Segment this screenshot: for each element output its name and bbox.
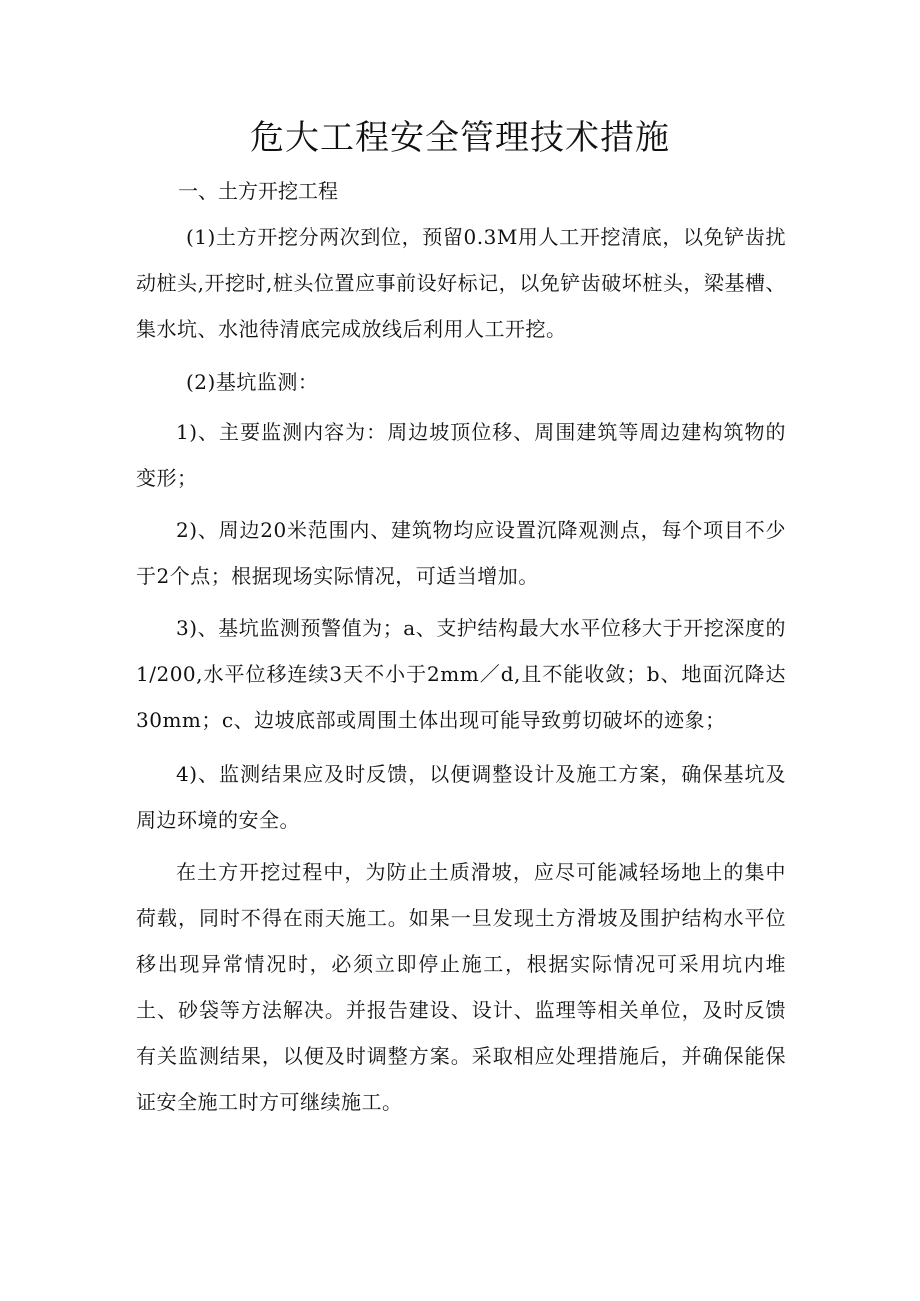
page-title: 危大工程安全管理技术措施 [250, 118, 670, 158]
paragraph-monitoring-heading: (2)基坑监测： [186, 370, 319, 394]
paragraph-feedback: 4)、监测结果应及时反馈，以便调整设计及施工方案，确保基坑及周边环境的安全。 [136, 762, 786, 832]
section-heading: 一、土方开挖工程 [178, 179, 338, 203]
paragraph-landslide-prevention: 在土方开挖过程中，为防止土质滑坡，应尽可能减轻场地上的集中荷载，同时不得在雨天施工。如果一旦发现土方滑坡及围护结构水平位移出现异常情况时，必须立即停止施工，根据实际情况可采用坑内堆土、砂袋等方法解决。并报告建设、设计、监理等相关单位，及时反馈有关监测结果，以便及时调整方案。采取相应处理措施后，并确保能保证安全施工时方可继续施工。 [136, 860, 786, 1114]
paragraph-excavation-steps: (1)土方开挖分两次到位，预留0.3M用人工开挖清底，以免铲齿扰动桩头,开挖时,桩头位置应事前设好标记，以免铲齿破坏桩头，梁基槽、集水坑、水池待清底完成放线后利用人工开挖。 [136, 225, 786, 341]
paragraph-warning-values: 3)、基坑监测预警值为；a、支护结构最大水平位移大于开挖深度的1/200,水平位移连续3天不小于2mm／d,且不能收敛；b、地面沉降达30mm；c、边坡底部或周围土体出现可能导致剪切破坏的迹象； [136, 616, 786, 732]
paragraph-monitoring-content: 1)、主要监测内容为：周边坡顶位移、周围建筑等周边建构筑物的变形； [136, 420, 786, 490]
paragraph-settlement-points: 2)、周边20米范围内、建筑物均应设置沉降观测点，每个项目不少于2个点；根据现场实际情况，可适当增加。 [136, 518, 786, 588]
